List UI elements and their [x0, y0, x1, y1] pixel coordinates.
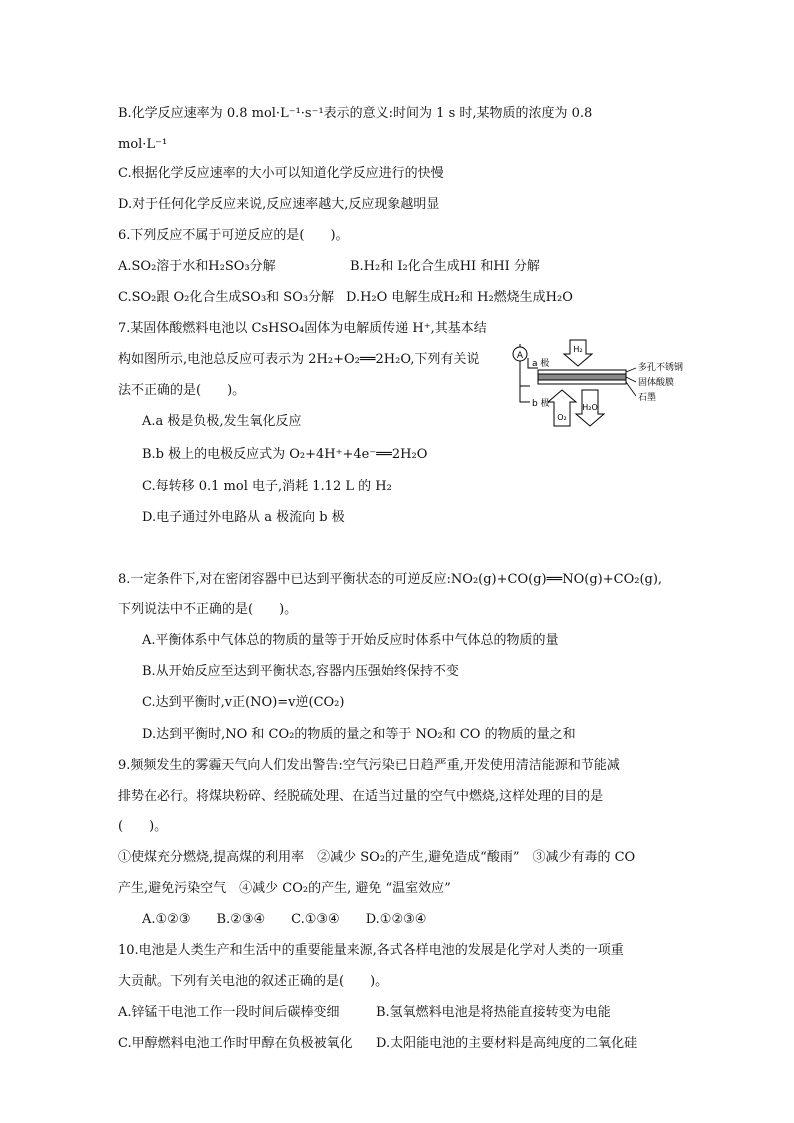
q9-stem-line2: 排势在必行。将煤块粉碎、经脱硫处理、在适当过量的空气中燃烧,这样处理的目的是: [118, 789, 604, 804]
graphite-layer: [538, 380, 626, 384]
q10-option-a: A.锌锰干电池工作一段时间后碳棒变细: [118, 1005, 340, 1020]
q9-options: A.①②③ B.②③④ C.①③④ D.①②③④: [142, 912, 427, 927]
label-porous-steel: 多孔不锈钢: [638, 363, 684, 373]
q8-stem-line1: 8.一定条件下,对在密闭容器中已达到平衡状态的可逆反应:NO₂(g)+CO(g)══NO(g)+CO₂(g),: [118, 572, 663, 587]
q7-stem-line2: 构如图所示,电池总反应可表示为 2H₂+O₂══2H₂O,下列有关说: [118, 352, 480, 367]
q10-option-c: C.甲醇燃料电池工作时甲醇在负极被氧化: [118, 1036, 353, 1051]
q6-stem: 6.下列反应不属于可逆反应的是( )。: [118, 228, 349, 243]
q5-option-d: D.对于任何化学反应来说,反应速率越大,反应现象越明显: [118, 197, 440, 212]
q7-option-c: C.每转移 0.1 mol 电子,消耗 1.12 L 的 H₂: [142, 479, 392, 494]
q8-option-d: D.达到平衡时,NO 和 CO₂的物质的量之和等于 NO₂和 CO 的物质的量之和: [142, 727, 576, 742]
stainless-steel-layer: [538, 370, 626, 374]
label-solid-acid-membrane: 固体酸膜: [638, 378, 675, 388]
q8-stem-line2: 下列说法中不正确的是( )。: [118, 602, 298, 617]
q7-option-b: B.b 极上的电极反应式为 O₂+4H⁺+4e⁻══2H₂O: [142, 447, 428, 462]
q6-option-c: C.SO₂跟 O₂化合生成SO₃和 SO₃分解: [118, 290, 335, 305]
q10-option-d: D.太阳能电池的主要材料是高纯度的二氧化硅: [376, 1036, 638, 1051]
a-pole-label: a 极: [532, 359, 550, 369]
q5-option-b-line2: mol·L⁻¹: [118, 137, 168, 152]
q9-items-line2: 产生,避免污染空气 ④减少 CO₂的产生, 避免 “温室效应”: [118, 881, 451, 896]
label-graphite: 石墨: [638, 393, 657, 403]
h2o-label: H₂O: [582, 403, 598, 412]
q7-stem-line3: 法不正确的是( )。: [118, 383, 246, 398]
q7-stem-line1: 7.某固体酸燃料电池以 CsHSO₄固体为电解质传递 H⁺,其基本结: [118, 321, 487, 336]
q6-option-d: D.H₂O 电解生成H₂和 H₂燃烧生成H₂O: [346, 290, 573, 305]
q9-items-line1: ①使煤充分燃烧,提高煤的利用率 ②减少 SO₂的产生,避免造成“酸雨” ③减少有毒的 CO: [118, 850, 636, 865]
o2-label: O₂: [557, 413, 567, 422]
q8-option-c: C.达到平衡时,v正(NO)=v逆(CO₂): [142, 695, 345, 710]
fuel-cell-diagram: [508, 336, 708, 436]
q10-option-b: B.氢氧燃料电池是将热能直接转变为电能: [376, 1005, 611, 1020]
q8-option-a: A.平衡体系中气体总的物质的量等于开始反应时体系中气体总的物质的量: [142, 633, 559, 648]
b-pole-label: b 极: [532, 399, 550, 409]
q10-stem-line1: 10.电池是人类生产和生活中的重要能量来源,各式各样电池的发展是化学对人类的一项重: [118, 943, 624, 958]
q9-stem-line3: ( )。: [118, 819, 168, 834]
q10-stem-line2: 大贡献。下列有关电池的叙述正确的是( )。: [118, 974, 389, 989]
q9-stem-line1: 9.频频发生的雾霾天气向人们发出警告:空气污染已日趋严重,开发使用清洁能源和节能减: [118, 758, 620, 773]
q8-option-b: B.从开始反应至达到平衡状态,容器内压强始终保持不变: [142, 664, 459, 679]
solid-acid-membrane: [538, 374, 626, 380]
q6-option-b: B.H₂和 I₂化合生成HI 和HI 分解: [350, 259, 540, 274]
ammeter-label: A: [516, 351, 524, 361]
q5-option-c: C.根据化学反应速率的大小可以知道化学反应进行的快慢: [118, 166, 444, 181]
q6-option-a: A.SO₂溶于水和H₂SO₃分解: [118, 259, 276, 274]
q5-option-b-line1: B.化学反应速率为 0.8 mol·L⁻¹·s⁻¹表示的意义:时间为 1 s 时,某物质的浓度为 0.8: [118, 106, 593, 121]
q7-option-d: D.电子通过外电路从 a 极流向 b 极: [142, 510, 345, 525]
h2-label: H₂: [573, 345, 583, 354]
q7-option-a: A.a 极是负极,发生氧化反应: [142, 414, 302, 429]
